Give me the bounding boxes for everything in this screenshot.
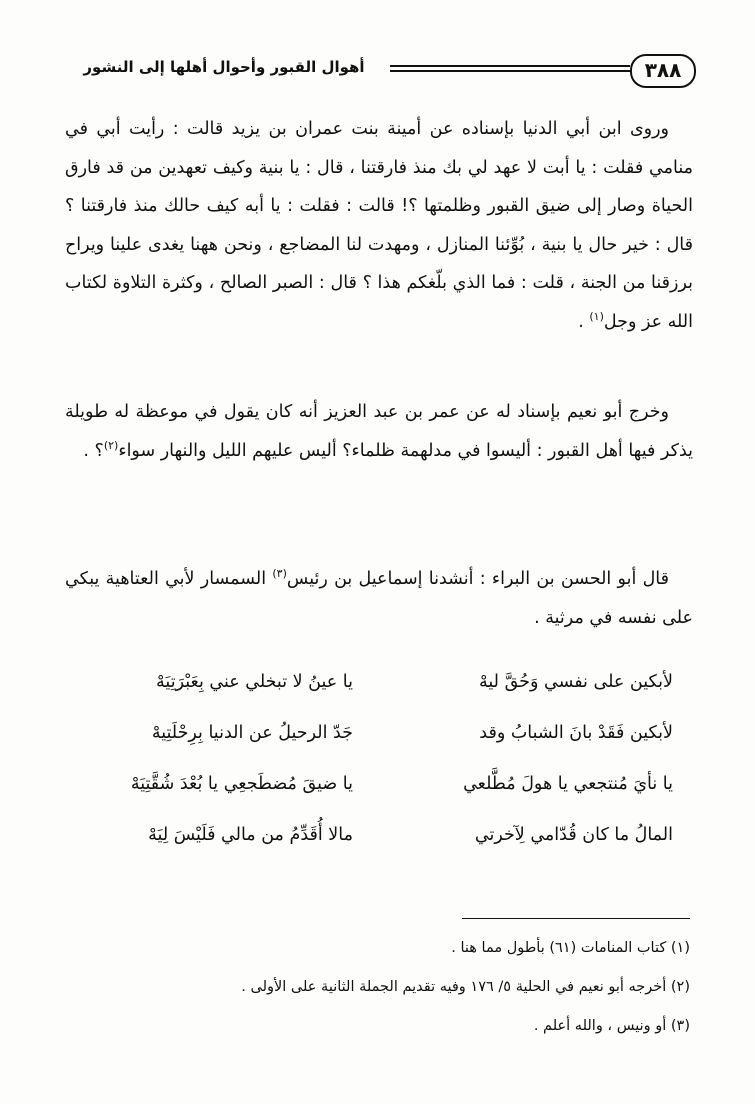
footnote: (٢) أخرجه أبو نعيم في الحلية ٥/ ١٧٦ وفيه تقديم الجملة الثانية على الأولى . — [241, 979, 690, 995]
paragraph-3-text-after: السمسار لأبي العتاهية يبكي على نفسه في مرثية . — [65, 569, 693, 628]
poem-verse — [98, 723, 673, 774]
header-rule — [390, 65, 630, 72]
poem-verse — [98, 672, 673, 723]
footnote-separator — [462, 918, 690, 919]
footnote: (٣) أو ونيس ، والله أعلم . — [533, 1018, 690, 1034]
footnotes — [62, 929, 690, 1046]
footnote: (١) كتاب المنامات (٦١) بأطول مما هنا . — [451, 940, 690, 956]
paragraph-1-text: وروى ابن أبي الدنيا بإسناده عن أمينة بنت عمران بن يزيد قالت : رأيت أبي في منامي فقلت : يا أبت لا عهد لي بك منذ فارقتنا ، قال : يا بنية وكيف تعهدين من قد فارق الحياة وصار إلى ضيق القبور وظلمتها ؟! قالت : فقلت : يا أبه كيف حالك منذ فارقتنا ؟ قال : خير حال يا بنية ، بُوِّئنا المنازل ، ومهدت لنا المضاجع ، ونحن ههنا يغدى علينا ويراح برزقنا من الجنة ، قلت : فما الذي بلّغكم هذا ؟ قال : الصبر الصالح ، وكثرة التلاوة لكتاب الله عز وجل — [65, 119, 693, 332]
poem-verse — [98, 825, 673, 876]
poem-second-hemistich: جَدّ الرحيلُ عن الدنيا بِرِحْلَتِيهْ — [151, 723, 353, 743]
poem-verse — [98, 774, 673, 825]
paragraph-3 — [65, 560, 693, 637]
paragraph-2-text: وخرج أبو نعيم بإسناد له عن عمر بن عبد العزيز أنه كان يقول في موعظة له طويلة يذكر فيها أهل القبور : أليسوا في مدلهمة ظلماء؟ أليس عليهم الليل والنهار سواء — [65, 402, 693, 461]
poem-first-hemistich: المالُ ما كان قُدّامي لِآخرتي — [474, 825, 673, 845]
footnote-ref-1: (١) — [589, 309, 604, 323]
running-header — [58, 52, 696, 92]
paragraph-2 — [65, 393, 693, 470]
paragraph-2-end: ؟ . — [83, 440, 104, 461]
poem-second-hemistich: يا عينُ لا تبخلي عني بِعَبْرَتِيَهْ — [156, 672, 353, 692]
poem-first-hemistich: لأبكين على نفسي وَحُقَّ ليهْ — [479, 672, 673, 692]
poem — [98, 672, 673, 876]
paragraph-1 — [65, 110, 693, 341]
paragraph-3-text-before: قال أبو الحسن بن البراء : أنشدنا إسماعيل بن رئيس — [286, 569, 669, 589]
page-number: ٣٨٨ — [630, 54, 696, 88]
poem-first-hemistich: لأبكين فَقَدْ بانَ الشبابُ وقد — [479, 723, 673, 743]
poem-second-hemistich: مالا أُقَدِّمُ من مالي فَلَيْسَ لِيَهْ — [148, 825, 353, 845]
footnote-ref-3: (٣) — [272, 567, 287, 581]
paragraph-1-end: . — [578, 311, 590, 332]
poem-second-hemistich: يا ضيقَ مُضطَجعِي يا بُعْدَ شُقَّتِيَهْ — [130, 774, 353, 794]
footnote-ref-2: (٢) — [103, 438, 119, 452]
running-title: أهوال القبور وأحوال أهلها إلى النشور — [83, 58, 365, 76]
poem-first-hemistich: يا نأيَ مُنتجعي يا هولَ مُطَّلعي — [463, 774, 673, 794]
